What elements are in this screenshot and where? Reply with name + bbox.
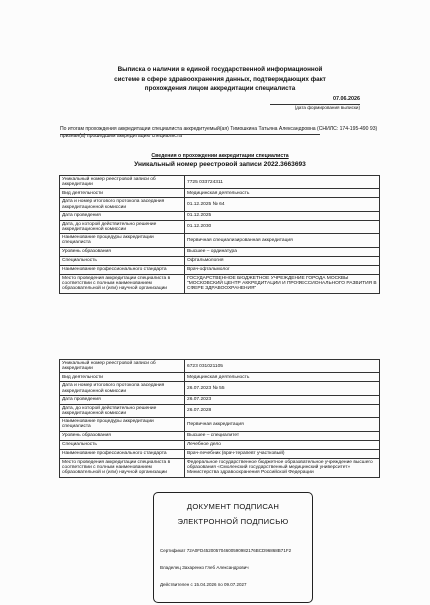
row-value: Федеральное государственное бюджетное образовательное учреждение высшего образования «Смоленский государственный медицинский университет» Министерства здравоохранения Российской Федерации: [185, 458, 380, 477]
table-row: [60, 418, 380, 431]
row-value: 6723 031021105: [185, 360, 380, 373]
signature-heading-1: ДОКУМЕНТ ПОДПИСАН: [186, 502, 280, 511]
row-value: Первичная аккредитация: [185, 418, 380, 431]
table-row: [60, 449, 380, 458]
row-label: Вид деятельности: [60, 189, 185, 198]
row-value: ГОСУДАРСТВЕННОЕ БЮДЖЕТНОЕ УЧРЕЖДЕНИЕ ГОРОДА МОСКВЫ "МОСКОВСКИЙ ЦЕНТР АККРЕДИТАЦИИ И ПРОФЕССИОНАЛЬНОГО РАЗВИТИЯ В СФЕРЕ ЗДРАВООХРАНЕНИЯ": [185, 274, 380, 293]
row-value: 26.07.2023: [185, 395, 380, 404]
row-value: Высшее – специалитет: [185, 431, 380, 440]
signature-heading-2: ЭЛЕКТРОННОЙ ПОДПИСЬЮ: [177, 517, 289, 526]
title-line-3: прохождения лицом аккредитации специалиста: [144, 85, 296, 93]
table-row: [60, 360, 380, 373]
row-value: Медицинская деятельность: [185, 373, 380, 382]
table-row: [60, 265, 380, 274]
table-row: [60, 458, 380, 477]
title-line-2: системе в сфере здравоохранения данных, подтверждающих факт: [114, 75, 326, 83]
row-value: Первичная специализированная аккредитация: [185, 234, 380, 247]
table-row: [60, 176, 380, 189]
electronic-signature-stamp: [153, 492, 313, 603]
table-row: [60, 234, 380, 247]
signature-owner: Владелец Захаренко Глеб Александрович: [160, 565, 249, 570]
table-row: [60, 274, 380, 293]
table-row: [60, 382, 380, 395]
row-value: 26.07.2028: [185, 404, 380, 417]
row-value: 01.12.2025 № 64: [185, 198, 380, 211]
signature-validity: Действителен с 15.04.2026 по 09.07.2027: [160, 582, 247, 587]
table-row: [60, 189, 380, 198]
row-label: Наименование профессионального стандарта: [60, 449, 185, 458]
table-row: [60, 404, 380, 417]
row-value: 01.12.2025: [185, 211, 380, 220]
row-label: Уровень образования: [60, 431, 185, 440]
row-label: Наименование процедуры аккредитации специалиста: [60, 418, 185, 431]
extract-date: 07.06.2026: [333, 96, 360, 102]
accreditation-record-table-1: [59, 175, 380, 294]
row-label: Вид деятельности: [60, 373, 185, 382]
row-label: Наименование профессионального стандарта: [60, 265, 185, 274]
row-value: 7725 033724311: [185, 176, 380, 189]
row-label: Дата и номер итогового протокола заседания аккредитационной комиссии: [60, 382, 185, 395]
row-label: Специальность: [60, 440, 185, 449]
row-label: Уникальный номер реестровой записи об аккредитации: [60, 176, 185, 189]
row-value: Врач-лечебник (врач-терапевт участковый): [185, 449, 380, 458]
accreditation-record-table-2: [59, 359, 380, 478]
row-value: Лечебное дело: [185, 440, 380, 449]
row-label: Уникальный номер реестровой записи об аккредитации: [60, 360, 185, 373]
table-row: [60, 373, 380, 382]
extract-date-caption: (дата формирования выписки): [294, 105, 360, 110]
row-value: Медицинская деятельность: [185, 189, 380, 198]
row-label: Место проведения аккредитации специалиста в соответствии с полным наименованием образовательной и (или) научной организации: [60, 274, 185, 293]
row-value: 01.12.2030: [185, 220, 380, 233]
registry-number-heading: Уникальный номер реестровой записи 2022.3663693: [134, 161, 306, 168]
row-label: Дата проведения: [60, 211, 185, 220]
row-label: Специальность: [60, 256, 185, 265]
signature-certificate: Сертификат 72A0FD452005704600590982176BCD96868B71F2: [160, 548, 292, 553]
section-subtitle: Сведения о прохождении аккредитации специалиста: [151, 153, 289, 159]
row-label: Уровень образования: [60, 247, 185, 256]
row-value: Офтальмология: [185, 256, 380, 265]
row-value: Высшее – ординатура: [185, 247, 380, 256]
row-label: Дата проведения: [60, 395, 185, 404]
table-row: [60, 211, 380, 220]
title-line-1: Выписка о наличии в единой государственной информационной: [117, 66, 323, 73]
table-row: [60, 440, 380, 449]
document-title: [60, 65, 380, 94]
table-row: [60, 256, 380, 265]
row-label: Дата, до которой действительно решение аккредитационной комиссии: [60, 220, 185, 233]
table-row: [60, 198, 380, 211]
row-label: Дата, до которой действительно решение аккредитационной комиссии: [60, 404, 185, 417]
table-row: [60, 395, 380, 404]
table-row: [60, 220, 380, 233]
table-row: [60, 247, 380, 256]
row-label: Место проведения аккредитации специалиста в соответствии с полным наименованием образовательной и (или) научной организации: [60, 458, 185, 477]
row-label: Наименование процедуры аккредитации специалиста: [60, 234, 185, 247]
intro-paragraph: По итогам прохождения аккредитации специалиста аккредитуемый(ая) Тимошкина Татьяна Александровна (СНИЛС: 174-195-490 93) признан(а) прошедшим аккредитацию специалиста: [60, 126, 378, 140]
row-value: Врач-офтальмолог: [185, 265, 380, 274]
row-value: 26.07.2023 № 55: [185, 382, 380, 395]
row-label: Дата и номер итогового протокола заседания аккредитационной комиссии: [60, 198, 185, 211]
table-row: [60, 431, 380, 440]
intro-underline: [60, 134, 320, 135]
